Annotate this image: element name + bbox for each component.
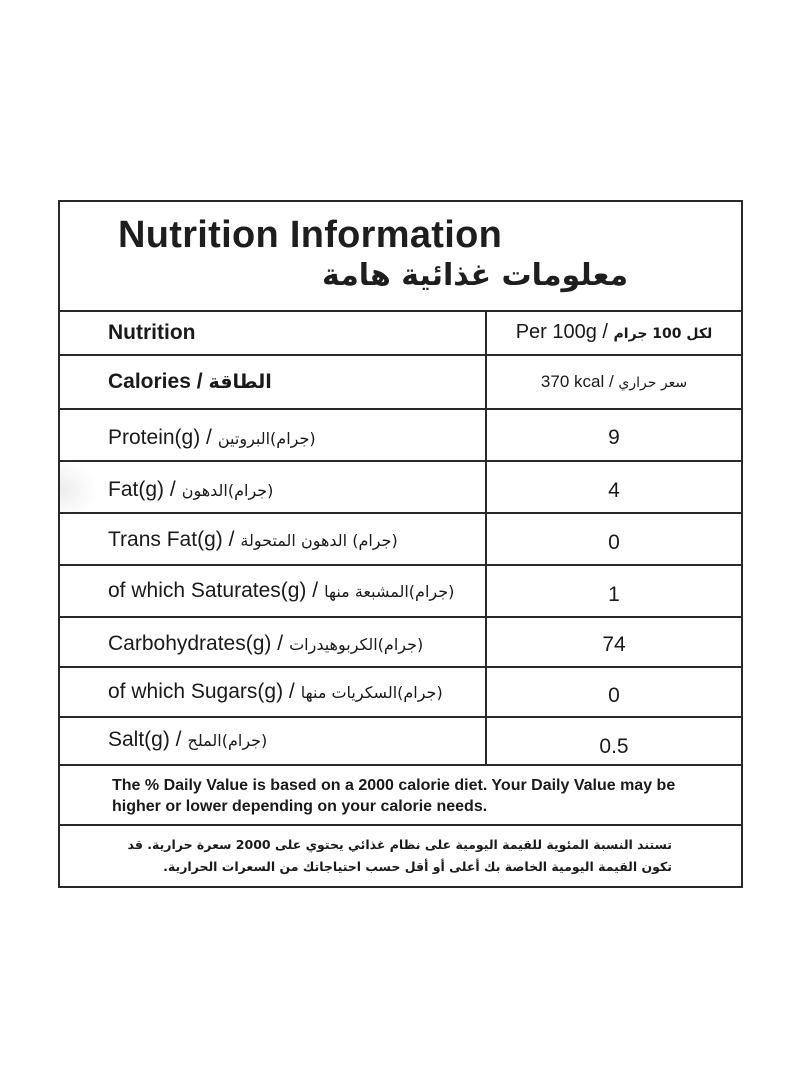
calories-right-cell [487, 356, 741, 408]
nutrient-label-en: Fat(g) / [108, 478, 176, 501]
daily-value-note-row [60, 766, 741, 826]
title-english: Nutrition Information [118, 214, 503, 256]
nutrient-label-ar: (جرام)المشبعة منها [324, 582, 455, 601]
header-per-100g [487, 321, 741, 344]
nutrient-value: 9 [608, 426, 620, 449]
row-label-cell [60, 566, 487, 616]
per-100g-en: Per 100g / [515, 321, 608, 343]
nutrient-value: 74 [602, 633, 626, 656]
nutrient-value: 4 [608, 479, 620, 502]
nutrient-value: 0 [608, 684, 620, 707]
table-row [60, 514, 741, 566]
nutrient-value: 1 [608, 583, 620, 606]
nutrient-label-ar: (جرام)السكريات منها [300, 683, 443, 702]
nutrient-label-en: Carbohydrates(g) / [108, 632, 284, 655]
calories-value-en: 370 kcal / [540, 372, 614, 391]
header-left-cell [60, 310, 487, 354]
calories-left-cell [60, 356, 487, 408]
row-value-cell [487, 410, 741, 460]
table-row [60, 718, 741, 766]
nutrient-label [108, 478, 273, 502]
nutrient-value: 0.5 [599, 735, 629, 758]
nutrient-label [108, 426, 316, 450]
nutrient-label [108, 680, 443, 704]
calories-row [60, 356, 741, 410]
daily-value-note-en: The % Daily Value is based on a 2000 calorie diet. Your Daily Value may be higher or lower depending on your calorie needs. [112, 777, 676, 815]
nutrient-label [108, 728, 267, 752]
row-value-cell [487, 566, 741, 616]
row-label-cell [60, 514, 487, 564]
table-row [60, 618, 741, 668]
nutrient-label-ar: (جرام)الدهون [181, 481, 274, 500]
nutrient-label-en: of which Saturates(g) / [108, 579, 319, 602]
row-value-cell [487, 618, 741, 666]
calories-label-ar: الطاقة [208, 371, 272, 393]
row-label-cell [60, 718, 487, 764]
table-row [60, 462, 741, 514]
daily-value-note-ar: تستند النسبة المئوية للقيمة اليومية على نظام غذائي يحتوي على 2000 سعرة حرارية. قد تكون القيمة اليومية الخاصة بك أعلى أو أقل حسب احتياجاتك من السعرات الحرارية. [127, 837, 672, 874]
nutrient-label-ar: (جرام)الملح [187, 731, 268, 750]
table-row [60, 410, 741, 462]
calories-label [108, 370, 272, 394]
row-label-cell [60, 410, 487, 460]
header-right-cell [487, 310, 741, 354]
row-value-cell [487, 718, 741, 764]
row-label-cell [60, 618, 487, 666]
nutrient-label-ar: (جرام)البروتين [217, 429, 316, 448]
calories-value [487, 372, 741, 392]
nutrient-label-en: of which Sugars(g) / [108, 680, 295, 703]
nutrient-label [108, 528, 398, 552]
calories-label-en: Calories / [108, 370, 203, 393]
row-label-cell [60, 668, 487, 716]
header-nutrition-label: Nutrition [108, 321, 196, 344]
nutrient-label-en: Protein(g) / [108, 426, 212, 449]
table-row [60, 668, 741, 718]
title-arabic: معلومات غذائية هامة [322, 258, 629, 293]
per-100g-ar: لكل 100 جرام [613, 326, 713, 342]
row-label-cell [60, 462, 487, 512]
nutrition-panel [58, 200, 743, 888]
nutrient-label-ar: (جرام) الدهون المتحولة [240, 531, 398, 550]
row-value-cell [487, 462, 741, 512]
nutrient-label [108, 579, 454, 603]
nutrient-label-en: Trans Fat(g) / [108, 528, 235, 551]
nutrient-value: 0 [608, 531, 620, 554]
nutrient-label-en: Salt(g) / [108, 728, 182, 751]
title-block [60, 202, 741, 312]
table-row [60, 566, 741, 618]
row-value-cell [487, 668, 741, 716]
table-header-row [60, 310, 741, 356]
nutrient-label [108, 632, 423, 656]
nutrient-label-ar: (جرام)الكربوهيدرات [289, 635, 424, 654]
row-value-cell [487, 514, 741, 564]
calories-value-ar: سعر حراري [618, 375, 688, 391]
